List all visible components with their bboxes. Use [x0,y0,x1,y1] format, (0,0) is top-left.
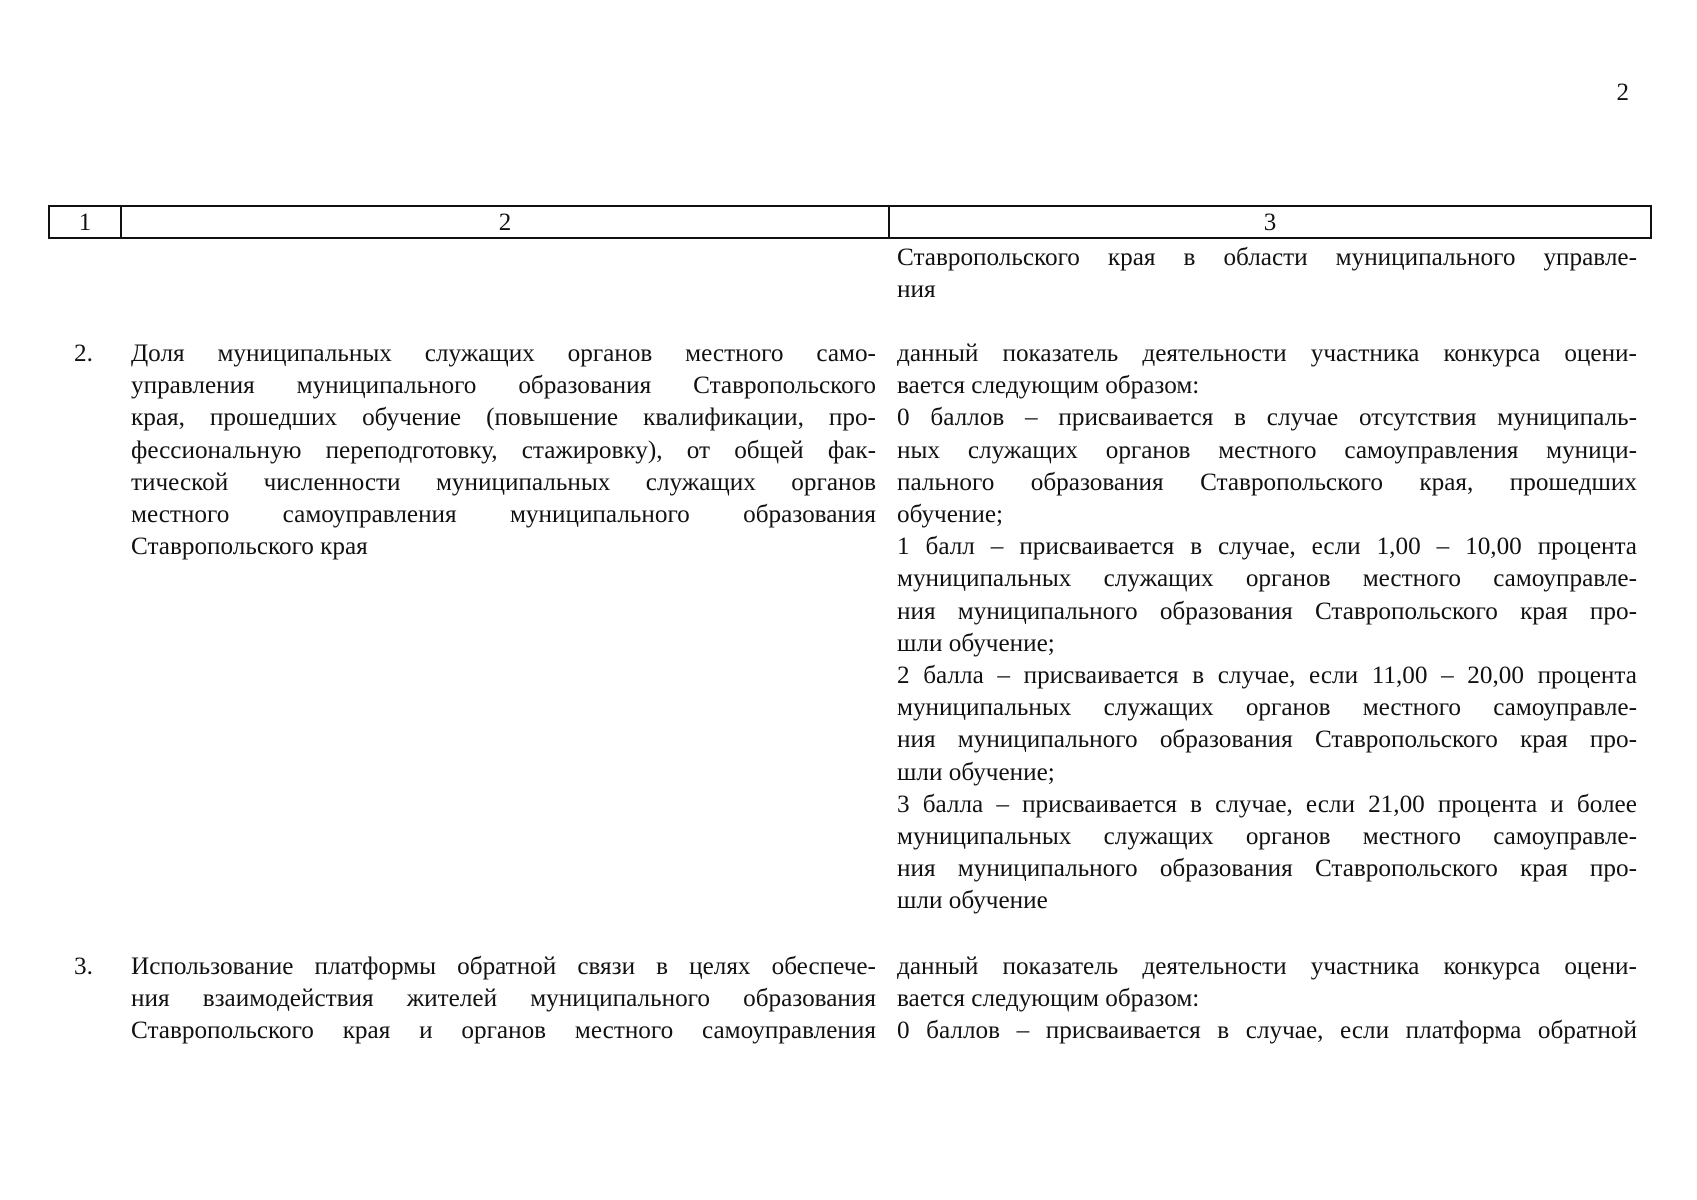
text-line: тической численности муниципальных служащих органов [131,468,876,496]
page-number: 2 [1616,79,1629,106]
text-line: муниципальных служащих органов местного самоуправле- [897,823,1637,851]
text-line: 3 балла – присваивается в случае, если 21,00 процента и более [897,790,1637,818]
row-3-indicator [131,951,876,1048]
header-col-3: 3 [1263,209,1277,236]
text-line: Доля муниципальных служащих органов местного само- [131,340,876,367]
text-line: шли обучение; [897,758,1055,786]
text-line: муниципальных служащих органов местного самоуправле- [897,694,1637,722]
text-line: ния муниципального образования Ставропольского края про- [897,855,1637,883]
text-line: муниципальных служащих органов местного самоуправле- [897,565,1637,593]
text-line: данный показатель деятельности участника конкурса оцени- [897,953,1637,980]
text-line: пального образования Ставропольского края, прошедших [897,468,1637,496]
header-col-2: 2 [122,207,890,237]
text-line: ных служащих органов местного самоуправления муници- [897,436,1637,464]
text-line: вается следующим образом: [897,985,1200,1013]
text-line: ния муниципального образования Ставропольского края про- [897,726,1637,754]
row-2-evaluation [897,338,1637,918]
text-line: местного самоуправления муниципального образования [131,501,876,529]
header-col-1: 1 [50,207,122,237]
text-line: Ставропольского края [131,533,368,561]
text-line: Ставропольского края в области муниципального управле- [897,244,1637,271]
text-line: обучение; [897,501,1004,529]
text-line: шли обучение; [897,629,1055,657]
row-2-number: 2. [74,340,93,367]
text-line: шли обучение [897,887,1048,915]
text-line: Ставропольского края и органов местного самоуправления [131,1017,876,1045]
row-3-evaluation [897,951,1637,1048]
continued-row-evaluation [897,242,1637,306]
text-line: управления муниципального образования Ставропольского [131,372,876,400]
table-header [48,205,1652,239]
text-line: 1 балл – присваивается в случае, если 1,00 – 10,00 процента [897,533,1637,561]
text-line: данный показатель деятельности участника конкурса оцени- [897,340,1637,367]
text-line: ния [897,276,936,304]
text-line: ния муниципального образования Ставропольского края про- [897,597,1637,625]
text-line: ния взаимодействия жителей муниципального образования [131,985,876,1013]
text-line: 2 балла – присваивается в случае, если 11,00 – 20,00 процента [897,662,1637,690]
row-3-number: 3. [74,953,93,980]
text-line: 0 баллов – присваивается в случае, если платформа обратной [897,1017,1637,1045]
row-2-indicator [131,338,876,563]
text-line: края, прошедших обучение (повышение квалификации, про- [131,404,876,432]
text-line: фессиональную переподготовку, стажировку), от общей фак- [131,436,876,464]
text-line: 0 баллов – присваивается в случае отсутствия муниципаль- [897,404,1637,432]
text-line: вается следующим образом: [897,372,1200,400]
text-line: Использование платформы обратной связи в целях обеспече- [131,953,876,980]
